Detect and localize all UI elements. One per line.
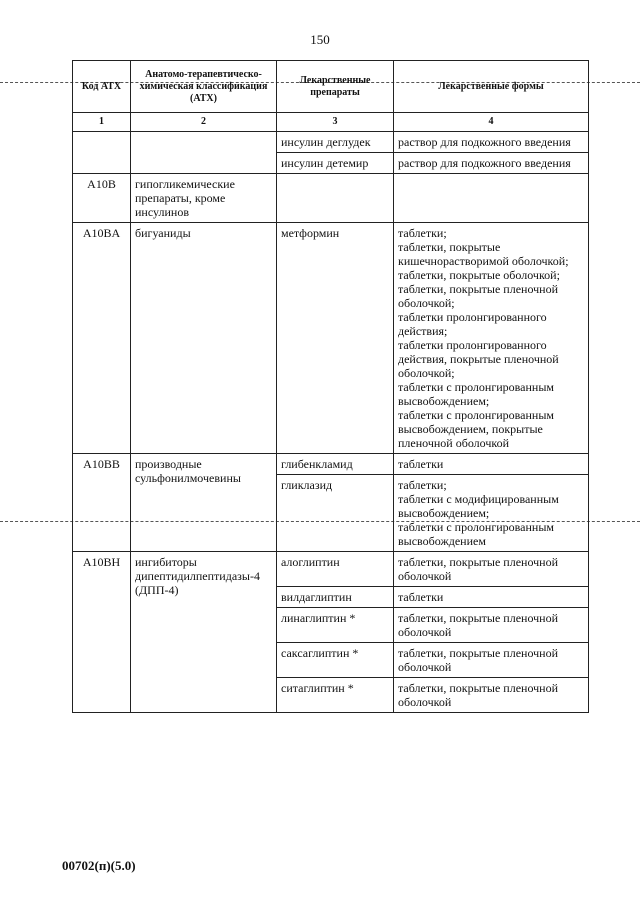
table-row	[73, 174, 589, 223]
dosage-forms-cell	[394, 132, 589, 153]
atc-class-cell: производные сульфонилмочевины	[131, 454, 277, 552]
table-body	[73, 132, 589, 713]
column-number-row	[73, 113, 589, 132]
drug-name-cell: алоглиптин	[277, 552, 394, 587]
dosage-form-item: таблетки;	[398, 478, 447, 492]
dosage-form-item: раствор для подкожного введения	[398, 156, 571, 170]
atc-table	[72, 60, 589, 713]
dosage-form-item: таблетки, покрытые пленочной оболочкой	[398, 646, 559, 674]
dosage-form-item: таблетки с пролонгированным высвобождением;	[398, 380, 555, 408]
dosage-form-item: таблетки, покрытые пленочной оболочкой	[398, 555, 559, 583]
drug-name-cell: инсулин деглудек	[277, 132, 394, 153]
dosage-form-item: таблетки пролонгированного действия, покрытые пленочной оболочкой;	[398, 338, 559, 380]
drug-name-cell: саксаглиптин *	[277, 643, 394, 678]
atc-code-cell: A10BH	[73, 552, 131, 713]
dosage-form-item: таблетки с модифицированным высвобождением;	[398, 492, 559, 520]
header-code: Код АТХ	[73, 61, 131, 113]
column-number: 1	[73, 113, 131, 132]
atc-class-cell	[131, 132, 277, 174]
table-row	[73, 552, 589, 587]
dosage-forms-cell	[394, 587, 589, 608]
atc-class-cell: ингибиторы дипептидилпептидазы-4 (ДПП-4)	[131, 552, 277, 713]
dosage-form-item: таблетки с пролонгированным высвобождением, покрытые пленочной оболочкой	[398, 408, 555, 450]
dosage-form-item: таблетки, покрытые оболочкой;	[398, 268, 560, 282]
table-header-row	[73, 61, 589, 113]
table-row	[73, 132, 589, 153]
dosage-form-item: таблетки, покрытые пленочной оболочкой	[398, 611, 559, 639]
dosage-forms-cell	[394, 678, 589, 713]
dosage-form-item: таблетки	[398, 457, 444, 471]
header-forms: Лекарственные формы	[394, 61, 589, 113]
dosage-form-item: таблетки, покрытые пленочной оболочкой;	[398, 282, 559, 310]
drug-name-cell	[277, 174, 394, 223]
header-classification: Анатомо-терапевтическо-химическая классификация (АТХ)	[131, 61, 277, 113]
drug-name-cell: вилдаглиптин	[277, 587, 394, 608]
atc-class-cell: бигуаниды	[131, 223, 277, 454]
drug-name-cell: гликлазид	[277, 475, 394, 552]
dosage-forms-cell	[394, 475, 589, 552]
dosage-forms-cell	[394, 643, 589, 678]
dosage-form-item: таблетки с пролонгированным высвобождением	[398, 520, 555, 548]
page-number: 150	[310, 32, 330, 47]
dosage-form-item: раствор для подкожного введения	[398, 135, 571, 149]
table-row	[73, 454, 589, 475]
column-number: 4	[394, 113, 589, 132]
dosage-form-item: таблетки;	[398, 226, 447, 240]
dosage-forms-cell	[394, 552, 589, 587]
dosage-forms-cell	[394, 608, 589, 643]
header-drugs: Лекарственные препараты	[277, 61, 394, 113]
dosage-forms-cell	[394, 153, 589, 174]
drug-name-cell: метформин	[277, 223, 394, 454]
dosage-forms-cell	[394, 223, 589, 454]
drug-name-cell: инсулин детемир	[277, 153, 394, 174]
document-code: 00702(п)(5.0)	[62, 858, 136, 873]
drug-name-cell: линаглиптин *	[277, 608, 394, 643]
atc-code-cell: A10BA	[73, 223, 131, 454]
dosage-forms-cell	[394, 174, 589, 223]
dosage-forms-cell	[394, 454, 589, 475]
atc-code-cell	[73, 132, 131, 174]
dosage-form-item: таблетки, покрытые пленочной оболочкой	[398, 681, 559, 709]
atc-code-cell: A10BB	[73, 454, 131, 552]
table-row	[73, 223, 589, 454]
column-number: 2	[131, 113, 277, 132]
dosage-form-item: таблетки, покрытые кишечнорастворимой оболочкой;	[398, 240, 569, 268]
atc-code-cell: A10B	[73, 174, 131, 223]
column-number: 3	[277, 113, 394, 132]
atc-class-cell: гипогликемические препараты, кроме инсулинов	[131, 174, 277, 223]
dosage-form-item: таблетки	[398, 590, 444, 604]
drug-name-cell: глибенкламид	[277, 454, 394, 475]
dosage-form-item: таблетки пролонгированного действия;	[398, 310, 547, 338]
drug-name-cell: ситаглиптин *	[277, 678, 394, 713]
